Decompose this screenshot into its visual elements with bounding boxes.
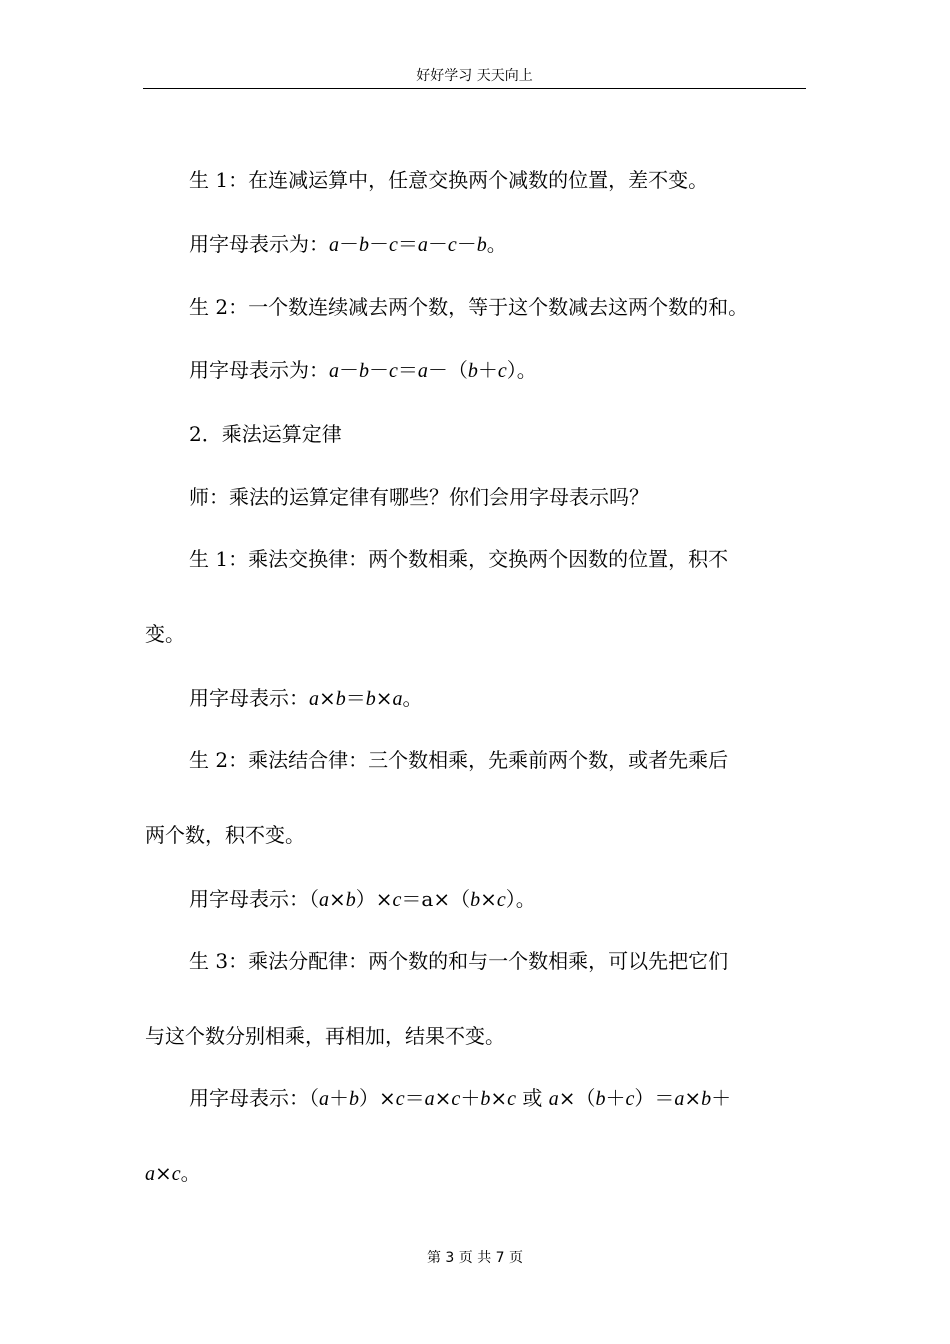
page-header: 好好学习 天天向上 [416,68,533,84]
formula-distributive-line1 [189,1084,731,1113]
var-b: b [345,889,356,911]
var-c: c [507,1088,516,1110]
paragraph-associative-line1: 生 2：乘法结合律：三个数相乘，先乘前两个数，或者先乘后 [189,748,729,772]
var-c: c [625,1088,635,1110]
header-rule [143,88,806,89]
var-a: a [319,889,329,911]
op-plus: ＋ [329,1086,349,1110]
formula-line-2 [189,356,537,385]
var-c: c [392,889,402,911]
var-a: a [392,688,403,710]
formula-distributive-line2 [145,1159,201,1188]
formula-associative [189,885,536,914]
op-times: × [329,887,346,911]
formula-commutative [189,684,423,713]
paragraph-commutative-line2: 变。 [145,622,185,646]
op-times: × [490,1086,508,1110]
var-a: a [319,1088,329,1110]
var-b: b [349,1088,359,1110]
var-a: a [417,360,428,382]
op-equals: ＝ [345,686,366,710]
var-b: b [470,889,481,911]
page-footer: 第 3 页 共 7 页 [426,1250,524,1266]
paren-close-equals: ）＝ [634,1086,675,1110]
formula-lead: 用字母表示： [189,1086,309,1110]
op-equals: ＝ [397,358,418,382]
var-a: a [309,688,319,710]
formula-lead: 用字母表示： [189,686,309,710]
op-plus: ＋ [605,1086,626,1110]
formula-lead: 用字母表示： [189,887,309,911]
var-a: a [329,234,339,256]
var-c: c [389,360,398,382]
op-minus: － [339,232,359,256]
paragraph-distributive-line2: 与这个数分别相乘，再相加，结果不变。 [145,1024,505,1048]
var-a: a [424,1088,435,1110]
var-a: a [674,1088,685,1110]
op-equals-a-times: ＝a×（ [401,887,471,911]
op-minus: － [427,232,448,256]
var-a: a [329,360,339,382]
op-plus: ＋ [711,1086,732,1110]
var-b: b [359,234,369,256]
punct: 。 [486,232,507,256]
punct: 。 [402,686,423,710]
op-plus: ＋ [460,1086,481,1110]
op-times: × [684,1086,702,1110]
var-b: b [480,1088,491,1110]
var-a: a [548,1088,559,1110]
op-times: × [155,1161,172,1185]
paren-open: （ [309,887,319,911]
teacher-question: 师：乘法的运算定律有哪些？你们会用字母表示吗？ [189,485,649,509]
op-minus: － [339,358,359,382]
var-c: c [171,1163,181,1185]
var-b: b [335,688,346,710]
op-times: × [480,887,497,911]
formula-lead: 用字母表示为： [189,232,329,256]
op-minus: － [369,232,389,256]
punct: 。 [180,1161,201,1185]
var-b: b [359,360,369,382]
paren-close-times: ）× [355,887,393,911]
paragraph-subtraction-property-2: 生 2：一个数连续减去两个数，等于这个数减去这两个数的和。 [189,295,749,319]
var-b: b [365,688,376,710]
section-heading: 2．乘法运算定律 [189,422,342,446]
paragraph-distributive-line1: 生 3：乘法分配律：两个数的和与一个数相乘，可以先把它们 [189,949,729,973]
formula-lead: 用字母表示为： [189,358,329,382]
op-minus: － [369,358,389,382]
conj-or: 或 [515,1086,549,1110]
var-b: b [595,1088,606,1110]
paragraph-subtraction-property-1: 生 1：在连减运算中，任意交换两个减数的位置，差不变。 [189,168,709,192]
paragraph-commutative-line1: 生 1：乘法交换律：两个数相乘，交换两个因数的位置，积不 [189,547,729,571]
var-b: b [476,234,487,256]
var-b: b [701,1088,712,1110]
op-times: × [375,686,393,710]
op-plus: ＋ [477,358,498,382]
op-minus-paren: －（ [427,358,468,382]
op-minus: － [456,232,477,256]
formula-line-1 [189,230,507,259]
var-a: a [417,234,428,256]
var-b: b [467,360,478,382]
var-c: c [496,889,506,911]
var-c: c [447,234,457,256]
op-times: × [319,686,336,710]
paren-open: （ [309,1086,319,1110]
op-equals: ＝ [404,1086,425,1110]
var-c: c [497,360,507,382]
var-c: c [395,1088,405,1110]
punct: ）。 [505,887,536,911]
paren-close-times: ）× [359,1086,396,1110]
op-times-paren: ×（ [558,1086,596,1110]
punct: ）。 [506,358,537,382]
paragraph-associative-line2: 两个数，积不变。 [145,823,305,847]
op-equals: ＝ [397,232,418,256]
var-a: a [145,1163,155,1185]
var-c: c [389,234,398,256]
var-c: c [451,1088,461,1110]
op-times: × [434,1086,452,1110]
